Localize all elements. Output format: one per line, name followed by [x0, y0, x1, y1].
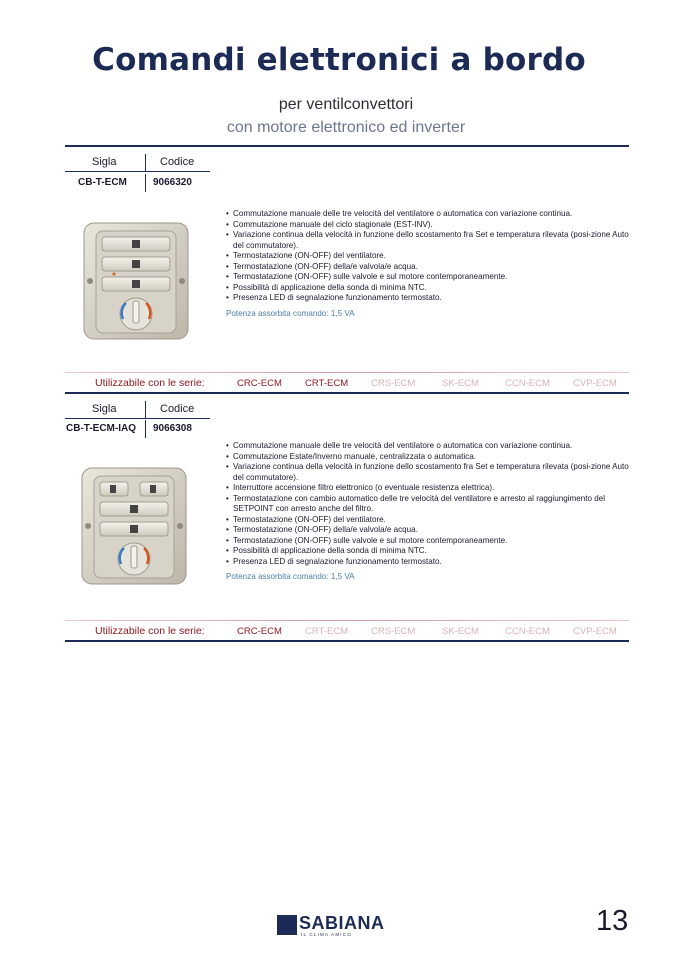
feature-item: • Presenza LED di segnalazione funzionamento termostato.	[226, 293, 631, 304]
section-divider	[65, 392, 629, 394]
series-item: CVP-ECM	[573, 626, 617, 637]
feature-item: • Variazione continua della velocità in funzione dello scostamento fra Set e temperatura rilevata (posi-zione Auto del commutatore).	[226, 230, 631, 251]
sigla-value: CB-T-ECM	[78, 177, 127, 188]
brand-tagline: IL CLIMA AMICO	[301, 932, 352, 937]
series-item: CCN-ECM	[505, 378, 550, 389]
sigla-header: Sigla	[92, 403, 117, 415]
column-separator	[145, 401, 146, 419]
series-top-line	[65, 372, 629, 373]
series-item: CVP-ECM	[573, 378, 617, 389]
brand-name: SABIANA	[299, 913, 385, 933]
header-underline	[65, 418, 210, 419]
series-item: CRT-ECM	[305, 626, 349, 637]
column-separator	[145, 420, 146, 438]
page-number: 13	[596, 905, 629, 937]
feature-item: • Commutazione manuale delle tre velocità del ventilatore o automatica con variazione continua.	[226, 209, 631, 220]
codice-value: 9066308	[153, 423, 192, 434]
series-item: CRS-ECM	[371, 378, 416, 389]
feature-item: • Presenza LED di segnalazione funzionamento termostato.	[226, 557, 631, 568]
series-top-line	[65, 620, 629, 621]
sigla-value: CB-T-ECM-IAQ	[66, 423, 136, 434]
sigla-header: Sigla	[92, 156, 117, 168]
feature-list	[226, 209, 631, 304]
section-divider	[65, 640, 629, 642]
brand-logo-icon	[277, 915, 297, 935]
feature-item: • Variazione continua della velocità in funzione dello scostamento fra Set e temperatura rilevata (posi-zione Auto del commutatore).	[226, 462, 631, 483]
feature-item: • Termostatazione (ON-OFF) del ventilatore.	[226, 251, 631, 262]
series-item: CCN-ECM	[505, 626, 550, 637]
feature-item: • Termostatazione (ON-OFF) sulle valvole e sul motore contemporaneamente.	[226, 536, 631, 547]
codice-header: Codice	[160, 403, 195, 415]
series-label: Utilizzabile con le serie:	[95, 625, 205, 637]
series-item: CRT-ECM	[305, 378, 349, 389]
feature-list	[226, 441, 631, 567]
power-consumption: Potenza assorbita comando: 1,5 VA	[226, 309, 355, 318]
series-item: SK-ECM	[442, 378, 479, 389]
series-label: Utilizzabile con le serie:	[95, 377, 205, 389]
feature-item: • Commutazione manuale del ciclo stagionale (EST-INV).	[226, 220, 631, 231]
series-item: CRS-ECM	[371, 626, 416, 637]
page-subtitle: per ventilconvettori	[278, 96, 414, 113]
section-divider	[65, 145, 629, 147]
power-consumption: Potenza assorbita comando: 1,5 VA	[226, 572, 355, 581]
thermostat-control-image	[80, 466, 188, 586]
feature-item: • Termostatazione (ON-OFF) sulle valvole e sul motore contemporaneamente.	[226, 272, 631, 283]
thermostat-control-image	[82, 221, 190, 341]
feature-item: • Termostatazione (ON-OFF) del ventilatore.	[226, 515, 631, 526]
header-underline	[65, 171, 210, 172]
feature-item: • Possibilità di applicazione della sonda di minima NTC.	[226, 283, 631, 294]
feature-item: • Commutazione Estate/Inverno manuale, centralizzata o automatica.	[226, 452, 631, 463]
compatible-series-row	[65, 625, 629, 639]
feature-item: • Commutazione manuale delle tre velocità del ventilatore o automatica con variazione continua.	[226, 441, 631, 452]
series-item: CRC-ECM	[237, 626, 282, 637]
series-item: CRC-ECM	[237, 378, 282, 389]
feature-item: • Possibilità di applicazione della sonda di minima NTC.	[226, 546, 631, 557]
feature-item: • Interruttore accensione filtro elettronico (o eventuale resistenza elettrica).	[226, 483, 631, 494]
codice-value: 9066320	[153, 177, 192, 188]
page-title: Comandi elettronici a bordo	[92, 42, 586, 78]
compatible-series-row	[65, 377, 629, 391]
feature-item: • Termostatazione (ON-OFF) della/e valvola/e acqua.	[226, 525, 631, 536]
feature-item: • Termostatazione con cambio automatico delle tre velocità del ventilatore e arresto al raggiungimento del SETPOINT con arresto anche del filtro.	[226, 494, 631, 515]
series-item: SK-ECM	[442, 626, 479, 637]
column-separator	[145, 154, 146, 172]
codice-header: Codice	[160, 156, 195, 168]
feature-item: • Termostatazione (ON-OFF) della/e valvola/e acqua.	[226, 262, 631, 273]
column-separator	[145, 174, 146, 192]
page-subtitle-secondary: con motore elettronico ed inverter	[226, 119, 466, 136]
